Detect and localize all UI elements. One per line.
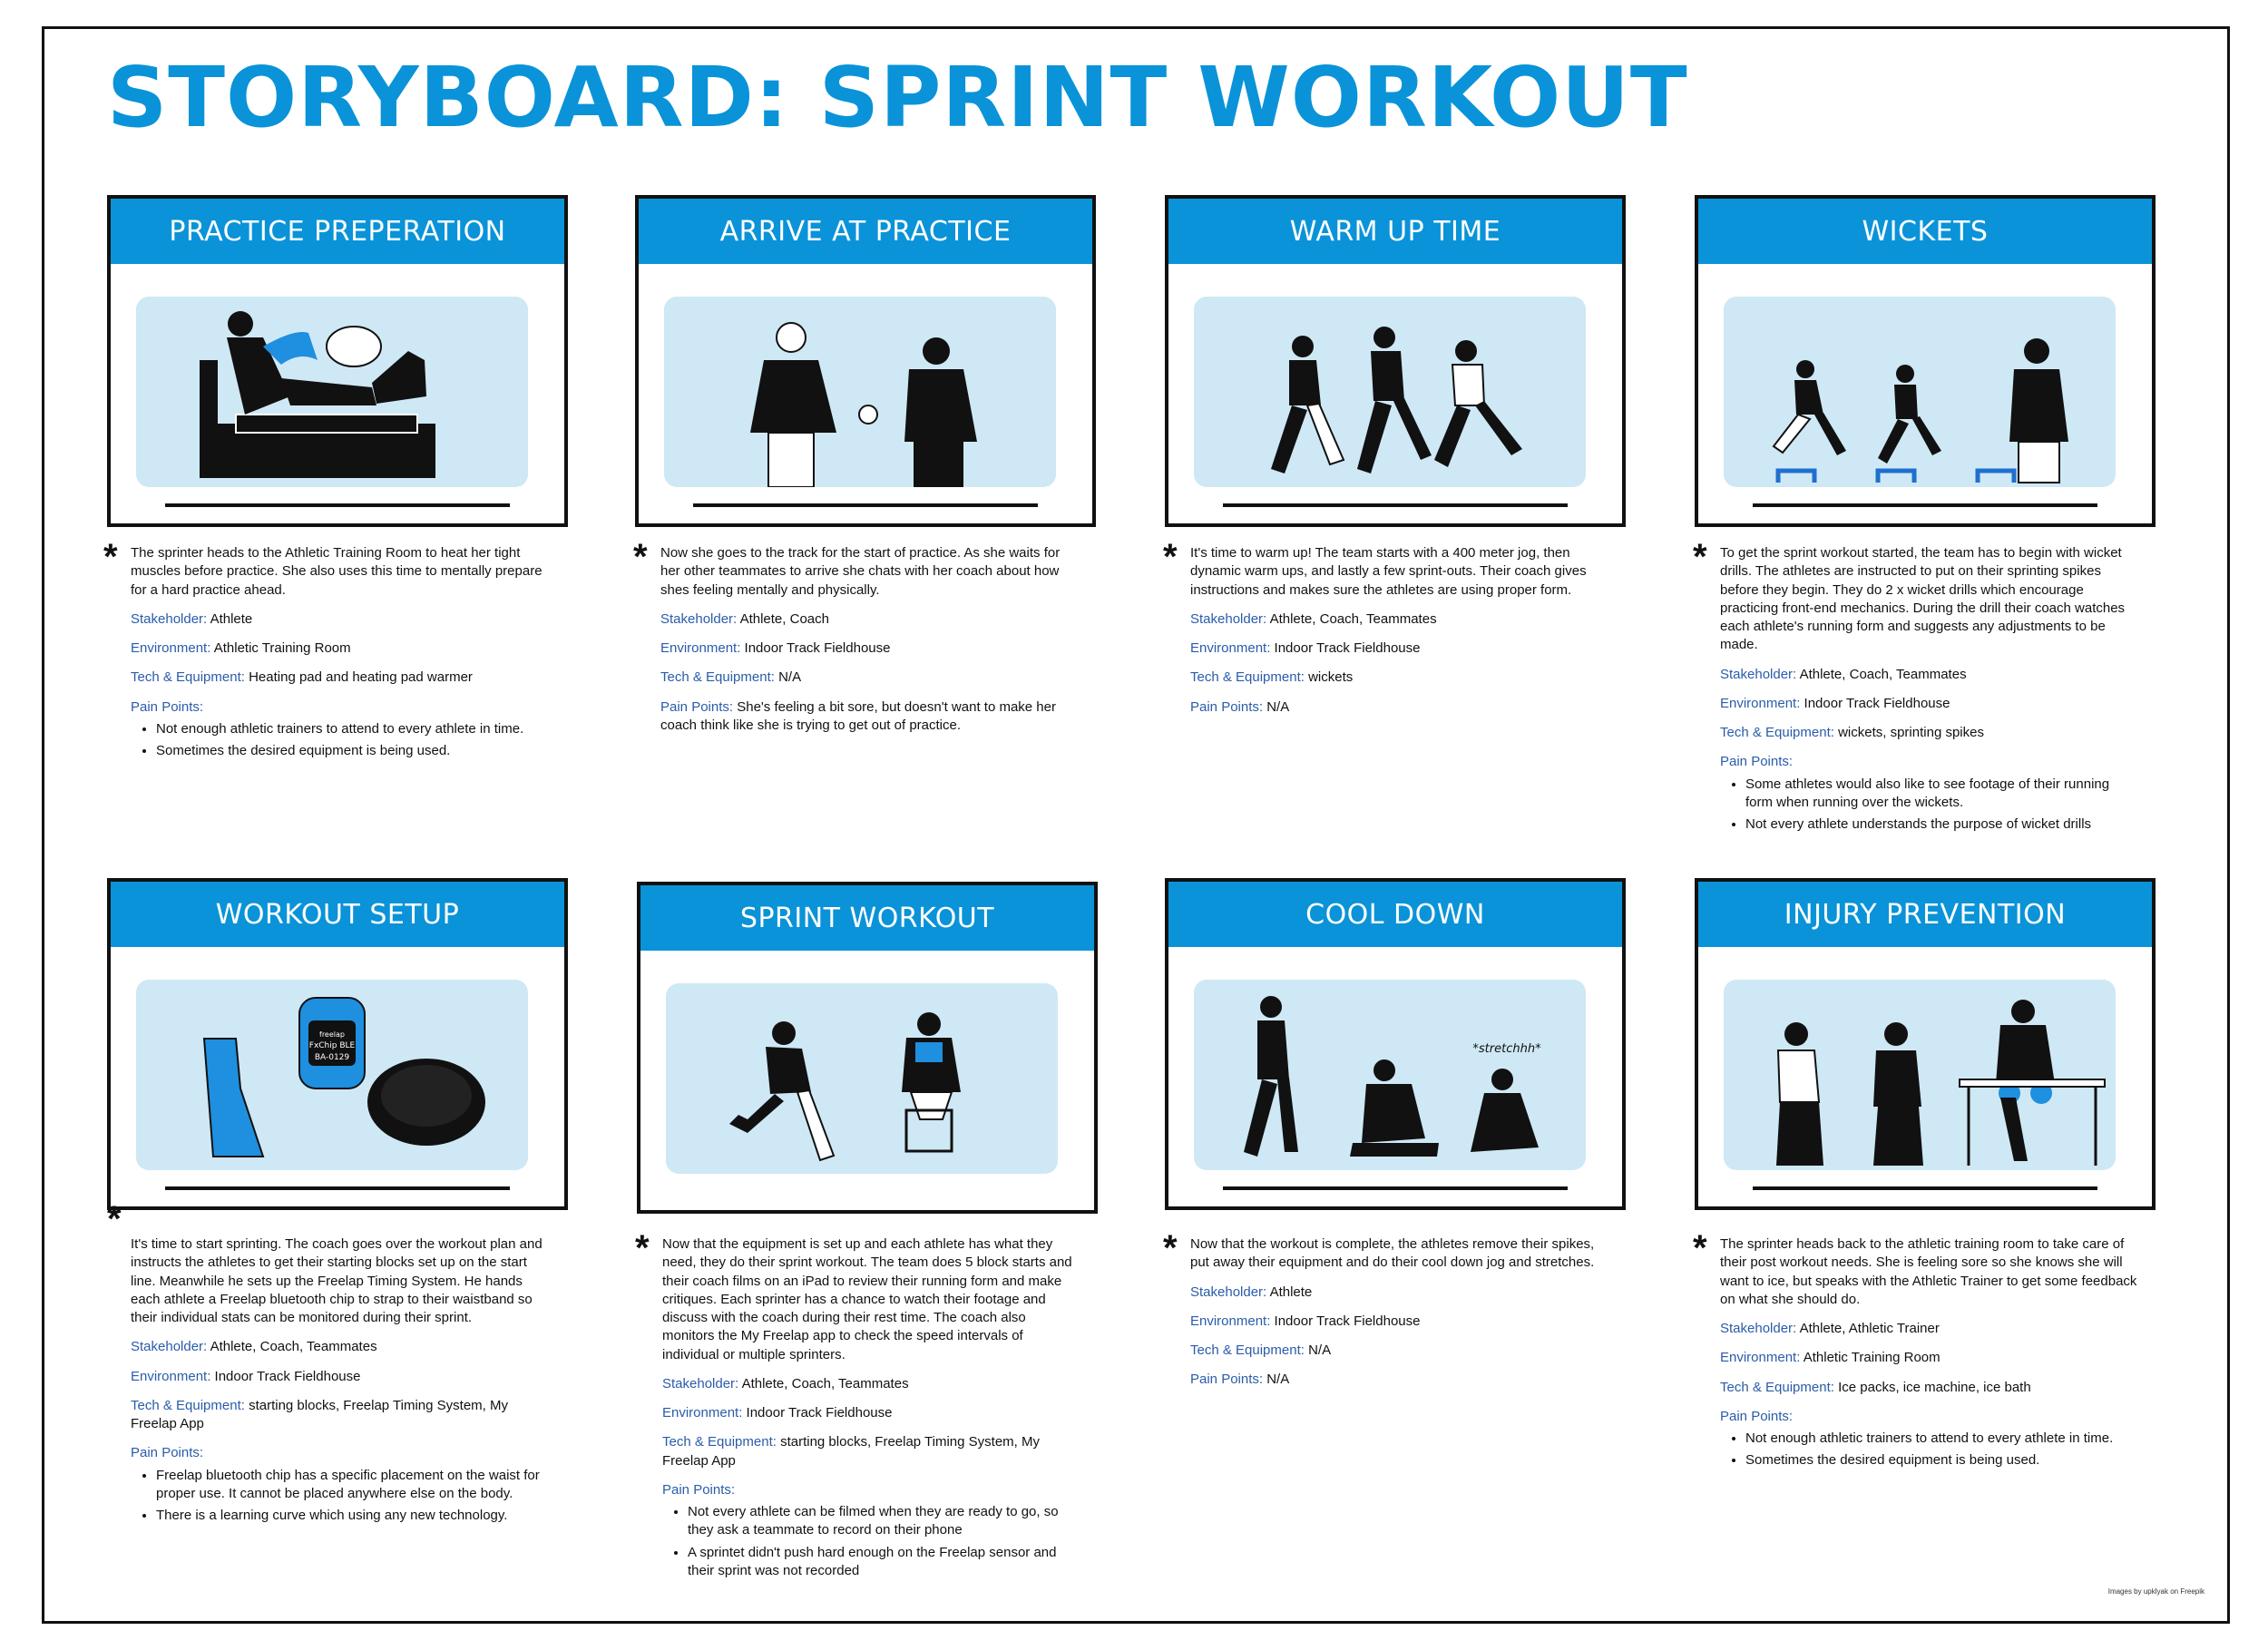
environment-field: Environment: Indoor Track Fieldhouse [1190, 640, 1421, 656]
sprinter-and-coach-filming-illustration [666, 983, 1058, 1174]
panel-heading: WORKOUT SETUP [111, 882, 564, 947]
tech-value: Ice packs, ice machine, ice bath [1838, 1379, 2031, 1395]
stakeholder-value: Athlete, Coach, Teammates [1799, 666, 1967, 682]
panel-caption [103, 537, 548, 764]
panel-description: The sprinter heads back to the athletic training room to take care of their post workout needs. She is feeling sore so she knows she will want to ice, but speaks with the Athletic Trainer to get some feedback on what she should do. [1720, 1236, 2137, 1307]
tech-field: Tech & Equipment: Heating pad and heating pad warmer [131, 669, 473, 686]
tech-field: Tech & Equipment: N/A [1190, 1342, 1332, 1358]
athlete-and-coach-illustration [664, 297, 1056, 487]
stretch-sound-text: *stretchhh* [1472, 1042, 1541, 1056]
panel-caption [1163, 537, 1608, 727]
scene-illustration [136, 297, 528, 487]
asterisk-icon: * [1163, 1228, 1178, 1268]
pain-point-item: • Some athletes would also like to see footage of their running form when running over the wickets. [1745, 776, 2137, 813]
panel-description: Now she goes to the track for the start of practice. As she waits for her other teammates to arrive she chats with her coach about how shes feeling mentally and physically. [660, 545, 1061, 598]
tech-value: starting blocks, Freelap Timing System, My Freelap App [131, 1397, 509, 1431]
pain-points-list [1720, 1430, 2137, 1470]
asterisk-icon: * [633, 537, 648, 577]
stakeholder-value: Athlete, Coach, Teammates [741, 1375, 909, 1391]
pain-points-value: N/A [1266, 1372, 1290, 1388]
stakeholder-field: Stakeholder: Athlete [1190, 1284, 1313, 1300]
pain-points-list [1720, 776, 2137, 835]
panel-wickets [1695, 195, 2156, 527]
athletic-trainer-consult-illustration [1724, 980, 2116, 1170]
scene-illustration [1194, 980, 1586, 1170]
stakeholder-value: Athlete, Coach, Teammates [1269, 610, 1437, 627]
panel-caption [633, 537, 1078, 746]
environment-field: Environment: Indoor Track Fieldhouse [1190, 1313, 1421, 1329]
pain-point-item: • Sometimes the desired equipment is being used. [1745, 1451, 2137, 1469]
tech-value: Heating pad and heating pad warmer [249, 669, 473, 686]
panel-heading: COOL DOWN [1168, 882, 1622, 947]
stakeholder-value: Athlete, Coach [739, 610, 829, 627]
asterisk-icon: * [635, 1228, 650, 1268]
panel-injury-prevention [1695, 878, 2156, 1210]
tech-field: Tech & Equipment: wickets, sprinting spikes [1720, 725, 1984, 740]
panel-heading: WICKETS [1698, 199, 2152, 264]
panel-caption [107, 1199, 548, 1528]
pain-points-field: Pain Points: N/A [1190, 698, 1290, 715]
pain-point-item: • There is a learning curve which using any new technology. [156, 1507, 548, 1525]
chip-brand-text: freelap [319, 1030, 345, 1039]
tech-field: Tech & Equipment: Ice packs, ice machine, ice bath [1720, 1379, 2031, 1395]
pain-points-value: N/A [1266, 698, 1290, 715]
stakeholder-field: Stakeholder: Athlete, Coach, Teammates [662, 1375, 909, 1391]
environment-field: Environment: Indoor Track Fieldhouse [1720, 695, 1950, 711]
tech-field: Tech & Equipment: starting blocks, Freelap Timing System, My Freelap App [662, 1434, 1041, 1469]
asterisk-icon: * [103, 537, 118, 577]
asterisk-icon: * [1163, 537, 1178, 577]
environment-field: Environment: Indoor Track Fieldhouse [662, 1405, 893, 1421]
stakeholder-field: Stakeholder: Athlete, Coach, Teammates [1190, 610, 1437, 627]
panel-cool-down [1165, 878, 1626, 1210]
environment-value: Athletic Training Room [1803, 1350, 1941, 1366]
stakeholder-value: Athlete [210, 610, 253, 627]
pain-points-label: Pain Points: [1720, 1408, 1794, 1424]
panel-description: It's time to warm up! The team starts with a 400 meter jog, then dynamic warm ups, and lastly a few sprint-outs. Their coach gives instructions and makes sure the athletes are using proper form. [1190, 545, 1587, 598]
floor-line [1753, 503, 2097, 507]
environment-value: Indoor Track Fieldhouse [1274, 640, 1421, 656]
scene-illustration [1724, 980, 2116, 1170]
stakeholder-value: Athlete, Coach, Teammates [210, 1339, 377, 1355]
panel-description: Now that the equipment is set up and each athlete has what they need, they do their sprint workout. The team does 5 block starts and their coach films on an iPad to review their running form and make critiques. Each sprinter has a chance to watch their footage and discuss with the coach during their rest time. The coach also monitors the My Freelap app to check the speed intervals of individual or multiple sprinters. [662, 1236, 1072, 1362]
pain-points-value: She's feeling a bit sore, but doesn't want to make her coach think like she is trying to get out of practice. [660, 698, 1056, 733]
environment-value: Indoor Track Fieldhouse [1274, 1313, 1421, 1329]
pain-points-list [131, 720, 548, 761]
pain-point-item: • Not enough athletic trainers to attend to every athlete in time. [156, 720, 548, 738]
pain-points-label: Pain Points: [131, 1445, 204, 1461]
pain-point-item: • A sprintet didn't push hard enough on the Freelap sensor and their sprint was not recorded [688, 1544, 1080, 1581]
scene-illustration [664, 297, 1056, 487]
floor-line [1753, 1186, 2097, 1190]
panel-caption [1693, 1228, 2137, 1474]
pain-point-item: • Not every athlete understands the purpose of wicket drills [1745, 815, 2137, 834]
panel-description: To get the sprint workout started, the team has to begin with wicket drills. The athletes are instructed to put on their sprinting spikes before they begin. They do 2 x wicket drills which encourage practicing front-end mechanics. During the drill their coach watches each athlete's running form and suggests any adjustments to be made. [1720, 545, 2126, 653]
tech-field: Tech & Equipment: N/A [660, 669, 802, 686]
scene-illustration [136, 980, 528, 1170]
floor-line [693, 503, 1038, 507]
panel-heading: ARRIVE AT PRACTICE [639, 199, 1092, 264]
stakeholder-value: Athlete, Athletic Trainer [1799, 1321, 1940, 1336]
tech-value: wickets [1308, 669, 1354, 686]
environment-value: Indoor Track Fieldhouse [746, 1405, 893, 1421]
pain-points-label: Pain Points: [1720, 754, 1794, 770]
pain-points-field: Pain Points: She's feeling a bit sore, but doesn't want to make her coach think like she is trying to get out of practice. [660, 698, 1056, 733]
panel-heading: WARM UP TIME [1168, 199, 1622, 264]
environment-value: Indoor Track Fieldhouse [214, 1368, 361, 1384]
stakeholder-field: Stakeholder: Athlete [131, 610, 253, 627]
panel-arrive-at-practice [635, 195, 1096, 527]
chip-id-text: BA-0129 [314, 1053, 350, 1062]
stakeholder-field: Stakeholder: Athlete, Athletic Trainer [1720, 1321, 1940, 1336]
floor-line [165, 1186, 510, 1190]
asterisk-icon: * [107, 1199, 122, 1239]
tech-field: Tech & Equipment: starting blocks, Freelap Timing System, My Freelap App [131, 1397, 509, 1431]
athlete-on-couch-illustration [136, 297, 528, 487]
environment-value: Athletic Training Room [213, 640, 351, 656]
environment-field: Environment: Athletic Training Room [1720, 1350, 1941, 1366]
tech-value: starting blocks, Freelap Timing System, My Freelap App [662, 1434, 1041, 1469]
asterisk-icon: * [1693, 1228, 1707, 1268]
tech-value: N/A [778, 669, 802, 686]
panel-warm-up-time [1165, 195, 1626, 527]
team-jogging-illustration [1194, 297, 1586, 487]
environment-value: Indoor Track Fieldhouse [1804, 695, 1950, 711]
floor-line [165, 503, 510, 507]
panel-caption [635, 1228, 1080, 1584]
floor-line [1223, 503, 1568, 507]
scene-illustration [666, 983, 1058, 1174]
freelap-equipment-illustration [136, 980, 528, 1170]
scene-illustration [1724, 297, 2116, 487]
panel-workout-setup [107, 878, 568, 1210]
cool-down-stretching-illustration [1194, 980, 1586, 1170]
tech-field: Tech & Equipment: wickets [1190, 669, 1354, 686]
pain-points-field: Pain Points: N/A [1190, 1372, 1290, 1388]
environment-value: Indoor Track Fieldhouse [744, 640, 891, 656]
environment-field: Environment: Athletic Training Room [131, 640, 351, 656]
pain-points-list [662, 1503, 1080, 1580]
panel-caption [1693, 537, 2137, 837]
pain-point-item: • Not enough athletic trainers to attend to every athlete in time. [1745, 1430, 2137, 1448]
pain-points-label: Pain Points: [662, 1481, 736, 1498]
scene-illustration [1194, 297, 1586, 487]
asterisk-icon: * [1693, 537, 1707, 577]
panel-heading: SPRINT WORKOUT [640, 885, 1094, 951]
environment-field: Environment: Indoor Track Fieldhouse [660, 640, 891, 656]
pain-points-list [131, 1467, 548, 1526]
stakeholder-field: Stakeholder: Athlete, Coach, Teammates [131, 1339, 377, 1355]
stakeholder-field: Stakeholder: Athlete, Coach [660, 610, 829, 627]
panel-description: Now that the workout is complete, the athletes remove their spikes, put away their equipment and do their cool down jog and stretches. [1190, 1236, 1595, 1271]
panel-caption [1163, 1228, 1608, 1401]
pain-point-item: • Sometimes the desired equipment is being used. [156, 742, 548, 760]
pain-points-label: Pain Points: [131, 698, 204, 715]
pain-point-item: • Freelap bluetooth chip has a specific placement on the waist for proper use. It cannot be placed anywhere else on the body. [156, 1467, 548, 1504]
panel-heading: INJURY PREVENTION [1698, 882, 2152, 947]
image-credit: Images by upklyak on Freepik [2107, 1587, 2204, 1596]
tech-value: wickets, sprinting spikes [1838, 725, 1984, 740]
panel-heading: PRACTICE PREPERATION [111, 199, 564, 264]
stakeholder-field: Stakeholder: Athlete, Coach, Teammates [1720, 666, 1967, 682]
panel-description: The sprinter heads to the Athletic Training Room to heat her tight muscles before practice. She also uses this time to mentally prepare for a hard practice ahead. [131, 545, 543, 598]
page-title: STORYBOARD: SPRINT WORKOUT [107, 49, 1688, 146]
pain-point-item: • Not every athlete can be filmed when they are ready to go, so they ask a teammate to record on their phone [688, 1503, 1080, 1540]
stakeholder-value: Athlete [1269, 1284, 1313, 1300]
panel-practice-preparation [107, 195, 568, 527]
floor-line [1223, 1186, 1568, 1190]
environment-field: Environment: Indoor Track Fieldhouse [131, 1368, 361, 1384]
panel-description: It's time to start sprinting. The coach goes over the workout plan and instructs the athletes to get their starting blocks set up on the start line. Meanwhile he sets up the Freelap Timing System. He hands each athlete a Freelap bluetooth chip to strap to their waistband so their individual stats can be monitored during their sprint. [131, 1236, 543, 1325]
wicket-drills-illustration [1724, 297, 2116, 487]
tech-value: N/A [1308, 1342, 1332, 1358]
chip-model-text: FxChip BLE [308, 1041, 356, 1050]
panel-sprint-workout [637, 882, 1098, 1214]
